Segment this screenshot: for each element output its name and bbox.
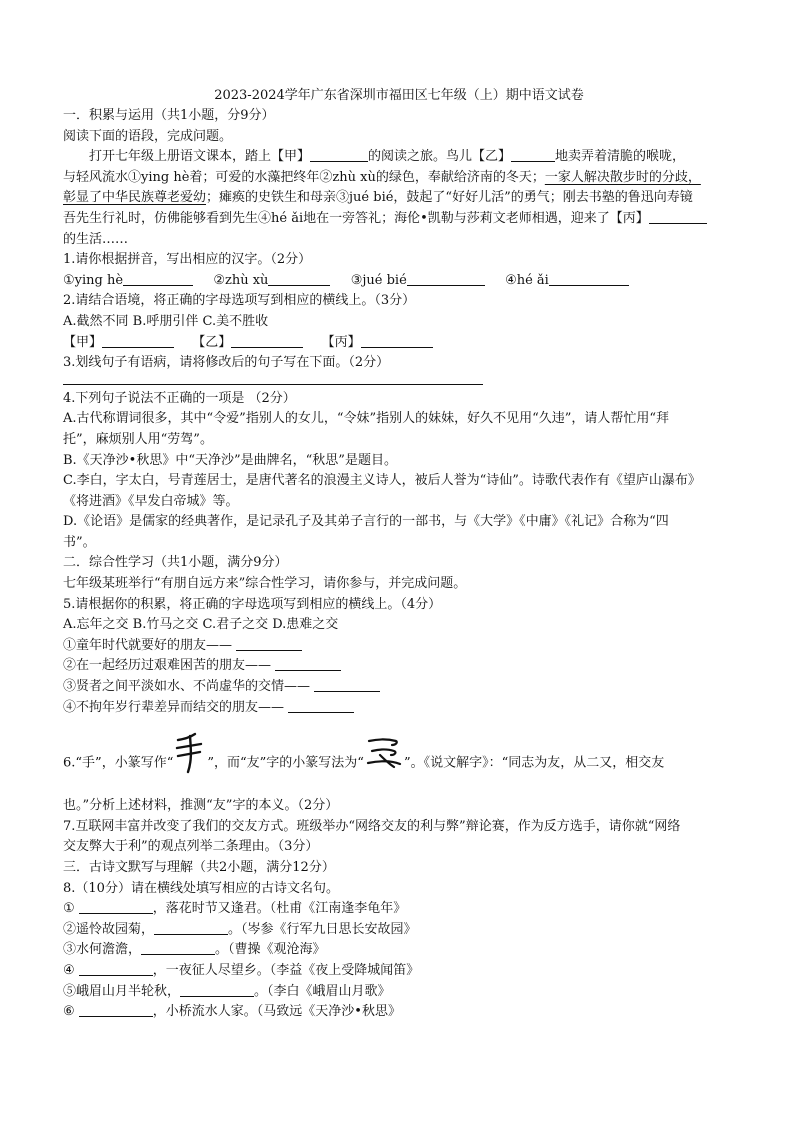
answer-blank[interactable]	[361, 333, 433, 348]
answer-blank[interactable]	[314, 677, 380, 692]
poem-item	[63, 1002, 735, 1023]
q5-item: ②在一起经历过艰难困苦的朋友——	[63, 658, 272, 674]
answer-blank[interactable]	[407, 271, 485, 286]
poem-item	[63, 961, 735, 982]
q6-text: 6.“手”，小篆写作“	[63, 755, 174, 771]
underlined-sentence: 一家人解决散步时的分歧，	[544, 169, 701, 185]
pinyin-2: ②zhù xù	[213, 272, 269, 288]
answer-blank[interactable]	[79, 1002, 153, 1017]
question-1: 1.请你根据拼音，写出相应的汉字。（2分）	[63, 252, 312, 268]
answer-blank[interactable]	[288, 698, 354, 713]
section1-heading: 一．积累与运用（共1小题，分9分）	[63, 108, 275, 123]
poem-pre: ⑤峨眉山月半轮秋，	[63, 983, 181, 999]
label-jia: 【甲】	[63, 334, 103, 350]
answer-blank[interactable]	[123, 271, 193, 286]
question-5: 5.请根据你的积累，将正确的字母选项写到相应的横线上。（4分）	[63, 596, 442, 612]
answer-blank[interactable]	[236, 636, 302, 651]
poem-post: 。（岑参《行军九日思长安故园》	[228, 921, 417, 937]
q5-item: ④不拘年岁行辈差异而结交的朋友——	[63, 699, 285, 715]
reading-passage	[63, 147, 735, 250]
q4-option-a-cont: 托”，麻烦别人用“劳驾”。	[63, 431, 213, 447]
section2-intro: 七年级某班举行“有朋自远方来”综合性学习，请你参与，并完成问题。	[63, 576, 467, 592]
q2-options: A.截然不同 B.呼朋引伴 C.美不胜收	[63, 313, 269, 329]
passage-text: 打开七年级上册语文课本，踏上【甲】	[89, 149, 311, 165]
poem-item	[63, 899, 735, 920]
poem-pre: ④	[63, 962, 75, 978]
underlined-sentence: 彰显了中华民族尊老爱幼	[63, 190, 207, 206]
exam-page	[63, 86, 735, 1023]
q4-option-a: A.古代称谓词很多，其中“令爱”指别人的女儿，“令妹”指别人的妹妹，好久不见用“久违”，请人帮忙用“拜	[63, 411, 670, 427]
pinyin-4: ④hé ǎi	[505, 272, 549, 288]
question-6-cont: 也。”分析上述材料，推测“友”字的本义。（2分）	[63, 798, 339, 814]
answer-blank[interactable]	[549, 271, 629, 286]
poem-pre: ⑥	[63, 1004, 75, 1020]
q4-option-c: C.李白，字太白，号青莲居士，是唐代著名的浪漫主义诗人，被后人誉为“诗仙”。诗歌代表作有《望庐山瀑布》	[63, 473, 701, 489]
blank-bing[interactable]	[649, 209, 707, 224]
seal-script-shou-image	[173, 730, 207, 796]
q2-answers	[63, 333, 735, 354]
question-7-cont: 交友弊大于利”的观点列举二条理由。（3分）	[63, 839, 319, 855]
answer-blank[interactable]	[275, 656, 341, 671]
answer-blank[interactable]	[79, 961, 153, 976]
blank-jia[interactable]	[310, 147, 368, 162]
poem-pre: ②遥怜故园菊，	[63, 921, 155, 937]
passage-text: ；瘫痪的史铁生和母亲③jué bié，鼓起了“好好儿活”的勇气；刚去书塾的鲁迅向寿镜	[206, 190, 693, 206]
pinyin-1: ①ying hè	[63, 272, 124, 288]
poem-post: ，一夜征人尽望乡。（李益《夜上受降城闻笛》	[152, 962, 420, 978]
poem-post: ，落花时节又逢君。（杜甫《江南逢李龟年》	[152, 901, 407, 917]
question-8: 8.（10分）请在横线处填写相应的古诗文名句。	[63, 880, 339, 896]
poem-item	[63, 940, 735, 961]
answer-blank[interactable]	[231, 333, 303, 348]
section2-heading: 二．综合性学习（共1小题，满分9分）	[63, 555, 288, 571]
pinyin-3: ③jué bié	[350, 272, 407, 288]
poem-pre: ③水何澹澹，	[63, 942, 142, 958]
passage-text: 的生活……	[63, 231, 129, 247]
poem-item	[63, 920, 735, 941]
question-6	[63, 730, 735, 796]
poem-post: 。（李白《峨眉山月歌》	[254, 983, 391, 999]
label-yi: 【乙】	[192, 334, 232, 350]
answer-blank[interactable]	[79, 899, 153, 914]
q4-option-c-cont: 《将进酒》《早发白帝城》等。	[63, 493, 239, 509]
answer-blank[interactable]	[102, 333, 174, 348]
blank-yi[interactable]	[511, 147, 555, 162]
question-2: 2.请结合语境，将正确的字母选项写到相应的横线上。（3分）	[63, 293, 416, 309]
poem-item	[63, 982, 735, 1003]
q5-item: ①童年时代就要好的朋友——	[63, 637, 233, 653]
poem-post: 。（曹操《观沧海》	[215, 942, 326, 958]
poem-post: ，小桥流水人家。（马致远《天净沙•秋思》	[152, 1004, 401, 1020]
passage-text: 与轻风流水①ying hè着；可爱的水藻把终年②zhù xù的绿色，奉献给济南的冬天；	[63, 169, 545, 185]
question-3: 3.划线句子有语病，请将修改后的句子写在下面。（2分）	[63, 355, 390, 371]
q4-option-d-cont: 书”。	[63, 534, 96, 550]
question-4: 4.下列句子说法不正确的一项是 （2分）	[63, 390, 296, 406]
answer-blank[interactable]	[180, 982, 254, 997]
answer-blank[interactable]	[268, 271, 330, 286]
seal-script-you-image	[364, 733, 404, 793]
q6-text: ”。《说文解字》：“同志为友，从二又，相交友	[403, 755, 665, 771]
label-bing: 【丙】	[321, 334, 361, 350]
exam-title: 2023-2024学年广东省深圳市福田区七年级（上）期中语文试卷	[214, 88, 584, 103]
q6-text: ”，而“友”字的小篆写法为“	[207, 755, 364, 771]
q4-option-b: B.《天净沙•秋思》中“天净沙”是曲牌名，“秋思”是题目。	[63, 452, 397, 468]
poem-pre: ①	[63, 901, 75, 917]
answer-blank[interactable]	[154, 920, 228, 935]
passage-text: 的阅读之旅。鸟儿【乙】	[368, 149, 512, 165]
q5-options: A.忘年之交 B.竹马之交 C.君子之交 D.患难之交	[63, 617, 339, 633]
section3-heading: 三．古诗文默写与理解（共2小题，满分12分）	[63, 860, 335, 875]
section1-intro: 阅读下面的语段，完成问题。	[63, 128, 233, 144]
answer-line[interactable]	[63, 374, 483, 385]
question-7: 7.互联网丰富并改变了我们的交友方式。班级举办“网络交友的利与弊”辩论赛，作为反方选手，请你就“网络	[63, 818, 681, 834]
q1-answers	[63, 271, 735, 292]
passage-text: 吾先生行礼时，仿佛能够看到先生④hé ǎi地在一旁答礼；海伦•凯勒与莎莉文老师相遇，迎来了【丙】	[63, 210, 649, 226]
answer-blank[interactable]	[141, 940, 215, 955]
passage-text: 地卖弄着清脆的喉咙，	[555, 149, 686, 165]
q5-item: ③贤者之间平淡如水、不尚虚华的交情——	[63, 679, 311, 695]
q4-option-d: D.《论语》是儒家的经典著作，是记录孔子及其弟子言行的一部书，与《大学》《中庸》《礼记》合称为“四	[63, 514, 669, 530]
